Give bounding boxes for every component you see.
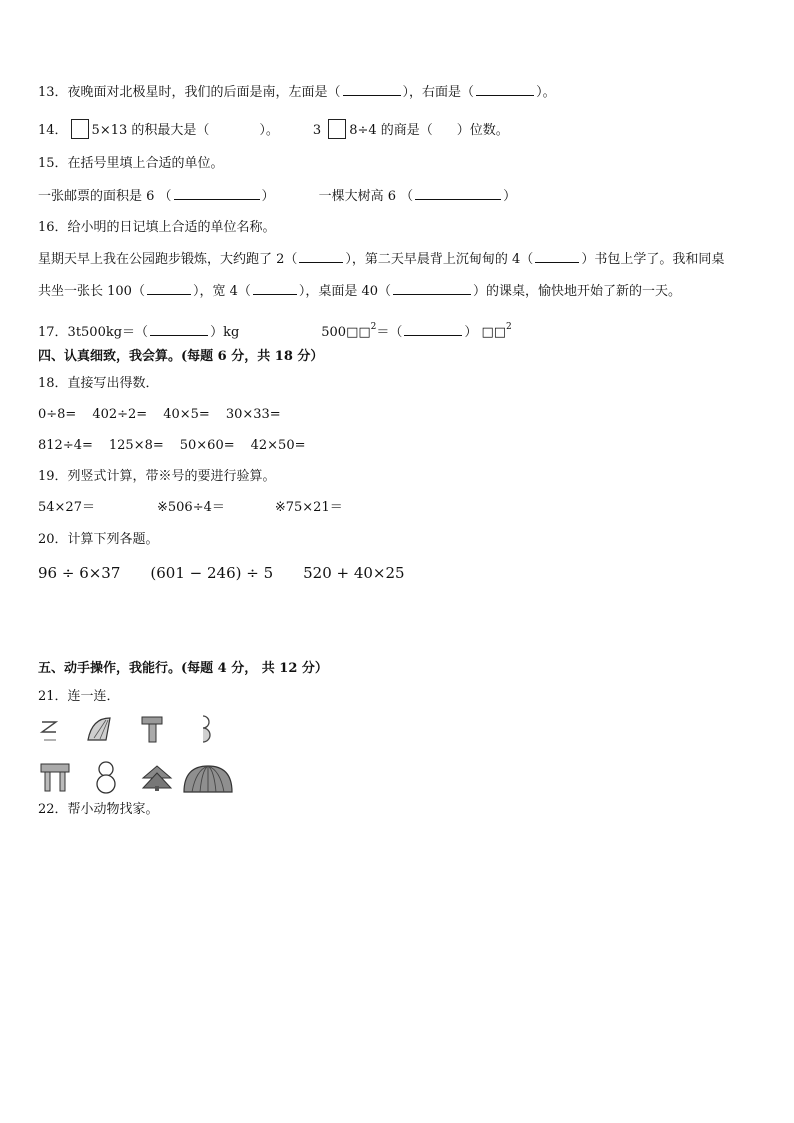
q14-text-c: 3 [312, 123, 322, 138]
q17-b-superscript: 2 [370, 322, 377, 332]
calc-item: ※506÷4＝ [156, 500, 225, 515]
q14-text-e: ）位数。 [456, 123, 509, 138]
q17-b-unit-boxes-2: □□ [481, 325, 507, 340]
expression: (601 − 246) ÷ 5 [150, 564, 274, 582]
question-20-title: 20．计算下列各题。 [38, 532, 159, 547]
q15-b-text: 一棵大树高 6 （ [318, 189, 414, 204]
table-object-icon[interactable] [38, 761, 72, 793]
question-19-items [38, 499, 343, 517]
answer-blank[interactable] [535, 250, 579, 263]
expression: 520 + 40×25 [303, 564, 405, 582]
q17-a-unit: ）kg [210, 325, 240, 340]
question-22-title: 22．帮小动物找家。 [38, 802, 159, 817]
q16-text-3: ）书包上学了。我和同桌 [581, 252, 725, 267]
calc-item: 30×33= [225, 407, 281, 422]
zigzag-view-icon[interactable] [38, 714, 60, 742]
q17-b-equals: ＝（ [376, 325, 403, 340]
question-18-row-1 [38, 406, 281, 424]
digit-box[interactable] [328, 119, 346, 139]
answer-blank[interactable] [147, 282, 191, 295]
question-15-title: 15．在括号里填上合适的单位。 [38, 156, 224, 171]
question-18-row-2 [38, 437, 306, 455]
q16-text-2: ），第二天早晨背上沉甸甸的 4（ [345, 252, 534, 267]
question-18-title: 18．直接写出得数． [38, 376, 159, 391]
calc-item: 0÷8= [38, 407, 77, 422]
snowman-object-icon[interactable] [94, 760, 118, 794]
question-19-title: 19．列竖式计算，带※号的要进行验算。 [38, 469, 276, 484]
snowman-side-view-icon[interactable] [194, 714, 212, 744]
answer-blank[interactable] [476, 83, 534, 96]
q13-text-2: ），右面是（ [402, 85, 475, 100]
question-17 [38, 318, 512, 342]
answer-blank[interactable] [253, 282, 297, 295]
calc-item: 125×8= [108, 438, 164, 453]
q15-b-close: ） [503, 189, 517, 204]
q13-text-1: 13．夜晚面对北极星时，我们的后面是南，左面是（ [38, 85, 341, 100]
q15-a-close: ） [261, 189, 275, 204]
question-16-line-2 [38, 282, 681, 301]
q17-b-number: 500 [321, 325, 347, 340]
question-16-line-1 [38, 250, 724, 269]
calc-item: 812÷4= [38, 438, 93, 453]
q14-text-b: ）。 [259, 123, 279, 138]
q17-b-unit-boxes: □□ [346, 325, 371, 340]
q16-text-5: ），宽 4（ [192, 284, 251, 299]
expression: 96 ÷ 6×37 [38, 564, 121, 582]
q16-text-6: ），桌面是 40（ [298, 284, 392, 299]
answer-blank[interactable] [150, 323, 208, 336]
question-13 [38, 83, 556, 102]
table-side-view-icon[interactable] [140, 714, 164, 744]
answer-blank[interactable] [415, 187, 501, 200]
q16-text-1: 星期天早上我在公园跑步锻炼，大约跑了 2（ [38, 252, 298, 267]
calc-item: 42×50= [250, 438, 306, 453]
answer-blank[interactable] [393, 282, 471, 295]
calc-item: 40×5= [163, 407, 210, 422]
q13-text-3: ）。 [536, 85, 556, 100]
tree-object-icon[interactable] [140, 764, 174, 792]
umbrella-object-icon[interactable] [182, 764, 234, 794]
q14-text-a: 5×13 的积最大是（ [91, 123, 210, 138]
umbrella-side-view-icon[interactable] [84, 714, 114, 742]
q15-a-text: 一张邮票的面积是 6 （ [38, 189, 172, 204]
question-14 [38, 119, 509, 140]
question-15-items [38, 187, 516, 206]
answer-blank[interactable] [174, 187, 260, 200]
q14-text-d: 8÷4 的商是（ [349, 123, 433, 138]
calc-item: 50×60= [179, 438, 235, 453]
calc-item: ※75×21＝ [274, 500, 343, 515]
question-21-title: 21．连一连． [38, 689, 120, 704]
q16-text-4: 共坐一张长 100（ [38, 284, 145, 299]
question-16-title: 16．给小明的日记填上合适的单位名称。 [38, 220, 276, 235]
section-5-heading: 五、动手操作，我能行。(每题 4 分， 共 12 分） [38, 661, 328, 676]
q17-a-text: 17．3t500kg＝（ [38, 325, 149, 340]
q16-text-7: ）的课桌，愉快地开始了新的一天。 [473, 284, 682, 299]
calc-item: 54×27＝ [38, 500, 95, 515]
q14-number: 14． [38, 123, 68, 138]
section-4-heading: 四、认真细致，我会算。(每题 6 分，共 18 分） [38, 349, 324, 364]
question-20-items [38, 564, 405, 582]
q17-b-superscript-2: 2 [506, 322, 512, 332]
answer-blank[interactable] [343, 83, 401, 96]
digit-box[interactable] [71, 119, 89, 139]
calc-item: 402÷2= [92, 407, 148, 422]
q17-b-close: ） [464, 325, 478, 340]
answer-blank[interactable] [299, 250, 343, 263]
answer-blank[interactable] [404, 323, 462, 336]
